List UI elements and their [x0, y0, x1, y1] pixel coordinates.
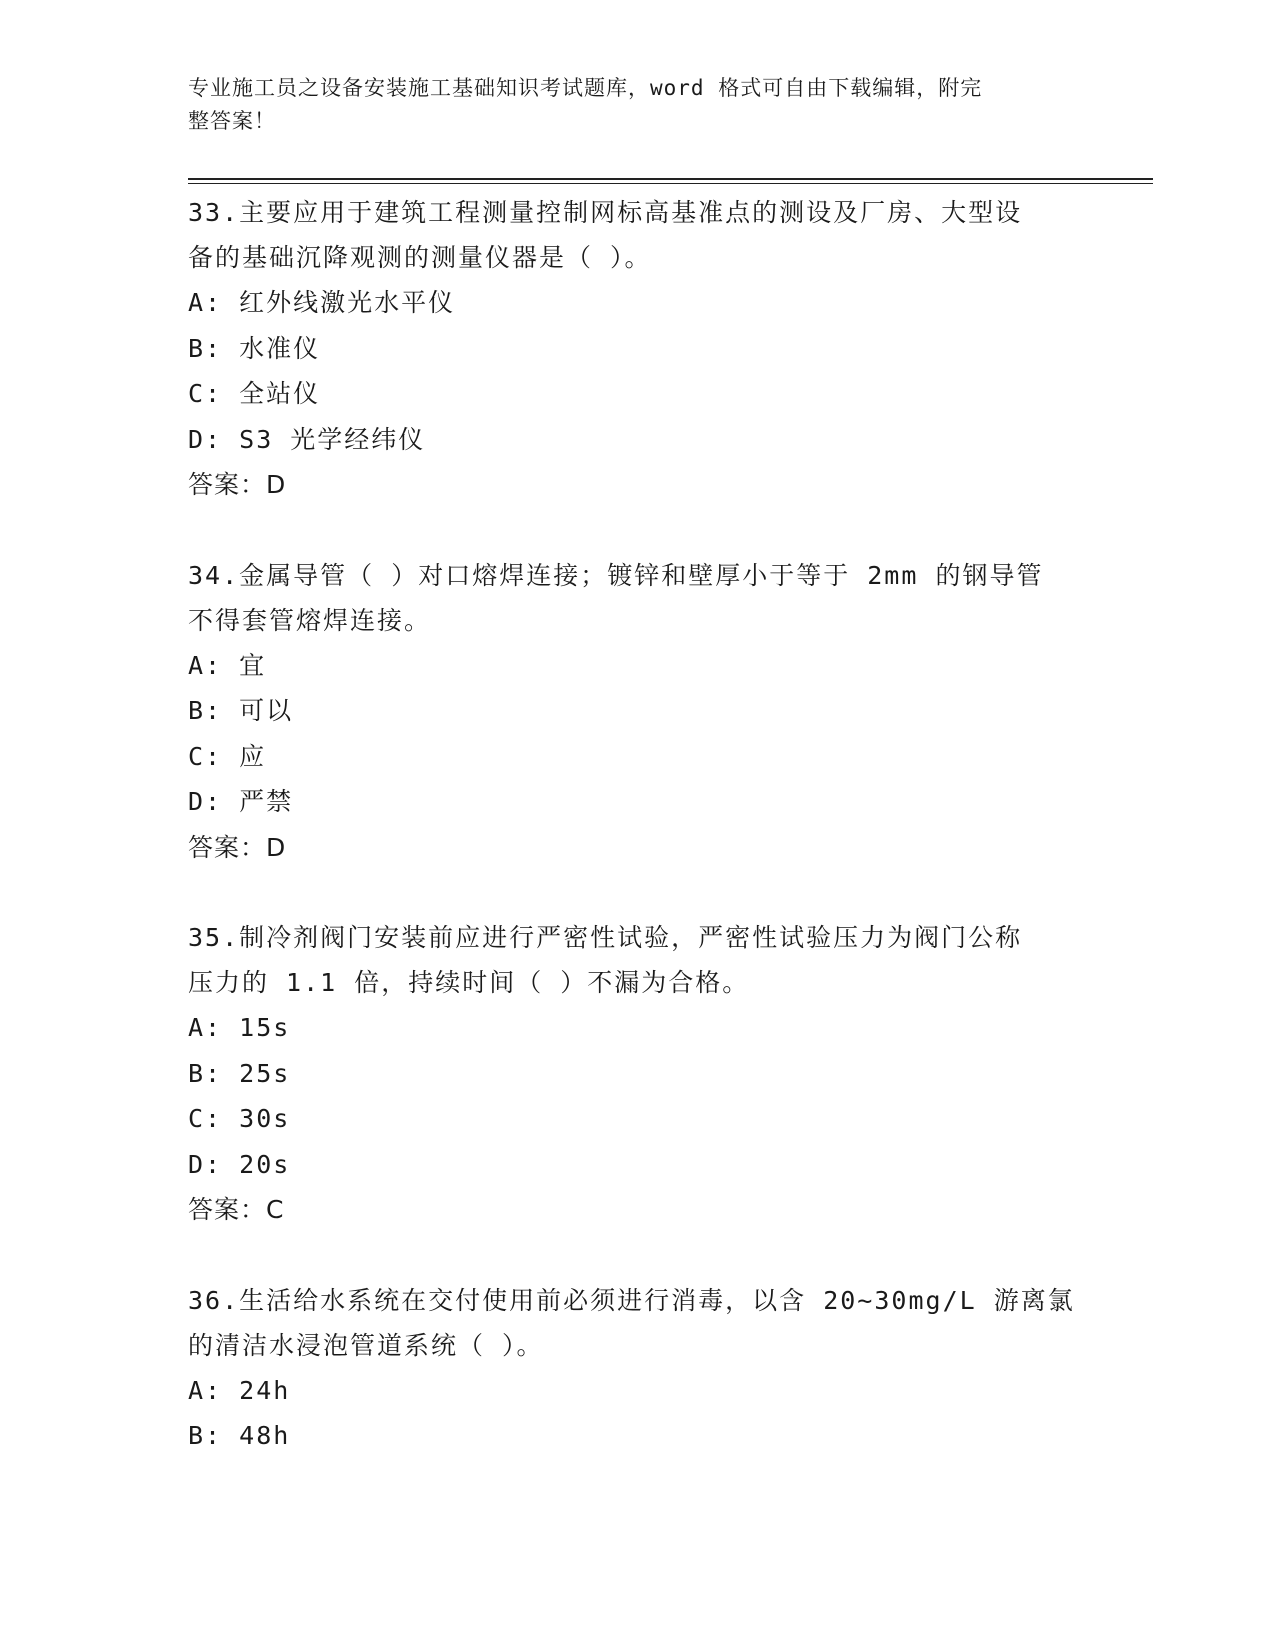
answer: 答案：D: [188, 470, 287, 499]
question-gap: [188, 508, 1088, 553]
option-a: A: 24h: [188, 1375, 291, 1405]
option-c: C: 应: [188, 741, 267, 771]
answer: 答案：D: [188, 832, 287, 862]
question-text-line: 33.主要应用于建筑工程测量控制网标高基准点的测设及厂房、大型设: [188, 198, 1023, 227]
question-text-line: 备的基础沉降观测的测量仪器是（ ）。: [188, 243, 652, 272]
question-text-line: 34.金属导管（ ）对口熔焊连接；镀锌和壁厚小于等于 2mm 的钢导管: [188, 560, 1044, 590]
question-text-line: 压力的 1.1 倍，持续时间（ ）不漏为合格。: [188, 968, 750, 997]
header-line-2: 整答案！: [188, 109, 276, 133]
document-header: [188, 72, 1088, 138]
question-text-line: 不得套管熔焊连接。: [188, 605, 432, 635]
option-c: C: 全站仪: [188, 379, 321, 408]
option-c: C: 30s: [188, 1104, 291, 1133]
header-rule-thick: [188, 178, 1153, 180]
option-d: D: S3 光学经纬仪: [188, 424, 426, 454]
question-35: [188, 915, 1088, 1233]
option-b: B: 水准仪: [188, 333, 321, 363]
question-text-line: 35.制冷剂阀门安装前应进行严密性试验，严密性试验压力为阀门公称: [188, 923, 1023, 952]
option-d: D: 严禁: [188, 787, 294, 816]
question-34: [188, 553, 1088, 871]
question-text: [188, 553, 1088, 643]
header-line-1: 专业施工员之设备安装施工基础知识考试题库，word 格式可自由下载编辑，附完: [188, 76, 983, 100]
question-36: [188, 1278, 1088, 1459]
option-b: B: 48h: [188, 1421, 291, 1450]
question-gap: [188, 870, 1088, 915]
question-text: [188, 915, 1088, 1005]
answer: 答案：C: [188, 1195, 285, 1224]
question-text: [188, 190, 1088, 280]
question-text-line: 的清洁水浸泡管道系统（ ）。: [188, 1330, 544, 1360]
question-33: [188, 190, 1088, 508]
header-rule-thin: [188, 183, 1153, 184]
option-d: D: 20s: [188, 1149, 291, 1179]
option-a: A: 15s: [188, 1013, 291, 1042]
option-b: B: 可以: [188, 696, 294, 725]
question-gap: [188, 1233, 1088, 1278]
question-text-line: 36.生活给水系统在交付使用前必须进行消毒，以含 20~30mg/L 游离氯: [188, 1285, 1075, 1315]
question-text: [188, 1278, 1088, 1368]
option-a: A: 宜: [188, 650, 267, 680]
option-b: B: 25s: [188, 1058, 291, 1088]
question-list: [188, 190, 1088, 1459]
option-a: A: 红外线激光水平仪: [188, 288, 456, 317]
